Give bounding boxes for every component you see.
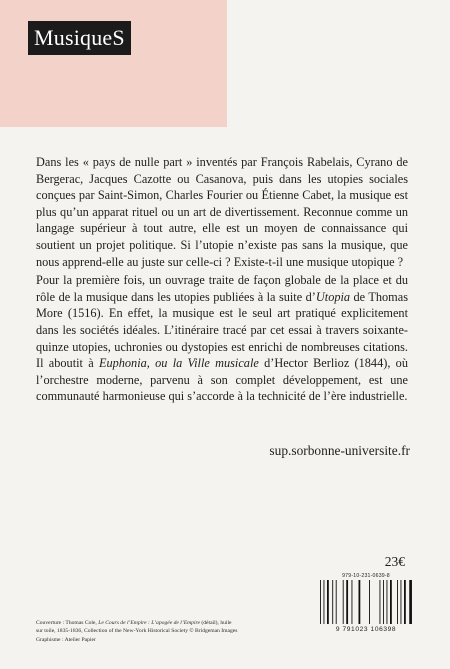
credits-line-2: sur toile, 1835-1836, Collection of the New-York Historical Society © Bridgeman Images (36, 628, 238, 635)
credits-line-1-b: (détail), huile (199, 620, 232, 626)
barcode-graphic (316, 580, 416, 626)
barcode (316, 580, 416, 628)
price: 23€ (384, 554, 405, 569)
publisher-website: sup.sorbonne-universite.fr (269, 443, 410, 458)
cover-credits (36, 619, 302, 644)
blurb (36, 154, 408, 407)
barcode-bar (390, 580, 392, 624)
blurb-paragraph-2 (36, 272, 408, 405)
barcode-bar (404, 580, 406, 624)
barcode-bar (332, 580, 333, 624)
barcode-bar (401, 580, 402, 624)
barcode-bar (383, 580, 384, 624)
barcode-bar (352, 580, 353, 624)
barcode-bar (359, 580, 361, 624)
barcode-bar (346, 580, 348, 624)
credits-line-3: Graphisme : Atelier Papier (36, 636, 96, 643)
isbn-number: 979-10-231-0639-8 (342, 573, 390, 579)
credits-line-1 (36, 619, 302, 627)
barcode-bar (343, 580, 344, 624)
barcode-bar (380, 580, 381, 624)
blurb-p2-part-a: Pour la première fois, un ouvrage traite de façon globale de la place et du rôle de la musique dans les utopies publiées à la suite d’ (36, 273, 408, 304)
pink-color-block (0, 0, 227, 127)
credits-line-1-a: Couverture : Thomas Cole, (36, 620, 99, 626)
blurb-p2-part-c: d’Hector Berlioz (1844), où l’orchestre moderne, parvenu à son complet développement, est une communauté harmonieuse qui s’accorde à la technicité de l’ère industrielle. (36, 356, 408, 404)
barcode-bar (409, 580, 412, 624)
blurb-p2-part-b: de Thomas More (1516). En effet, la musique est le seul art pratiqué explicitement dans les sociétés idéales. L’itinéraire tracé par cet essai à travers soixante-quinze utopies, uchronies ou dystopies est enrichi de nombreuses citations. Il aboutit à (36, 289, 408, 371)
euphonia-title: Euphonia, ou la Ville musicale (98, 356, 259, 371)
utopia-title: Utopia (315, 289, 351, 304)
barcode-bar (324, 580, 325, 624)
credits-painting-title: Le Cours de l’Empire : L’apogée de l’Empire (98, 620, 200, 626)
barcode-bar (320, 580, 321, 624)
series-label: MusiqueS (28, 21, 131, 55)
barcode-bar (369, 580, 370, 624)
barcode-bar (327, 580, 329, 624)
barcode-bar (387, 580, 388, 624)
barcode-digits: 9 791023 106398 (335, 626, 397, 633)
barcode-bar (397, 580, 398, 624)
barcode-bar (336, 580, 337, 624)
blurb-paragraph-1: Dans les « pays de nulle part » inventés par François Rabelais, Cyrano de Bergerac, Jacques Cazotte ou Casanova, puis dans les utopies sociales conçues par Saint-Simon, Charles Fourier ou Étienne Cabet, la musique est plus qu’un apparat rituel ou un art de divertissement. Reconnue comme un langage supérieur à tout autre, elle est un moyen de connaissance qui soutient un projet politique. Si l’utopie n’existe pas sans la musique, que nous apprend-elle au juste sur celle-ci ? Existe-t-il une musique utopique ? (36, 155, 408, 269)
